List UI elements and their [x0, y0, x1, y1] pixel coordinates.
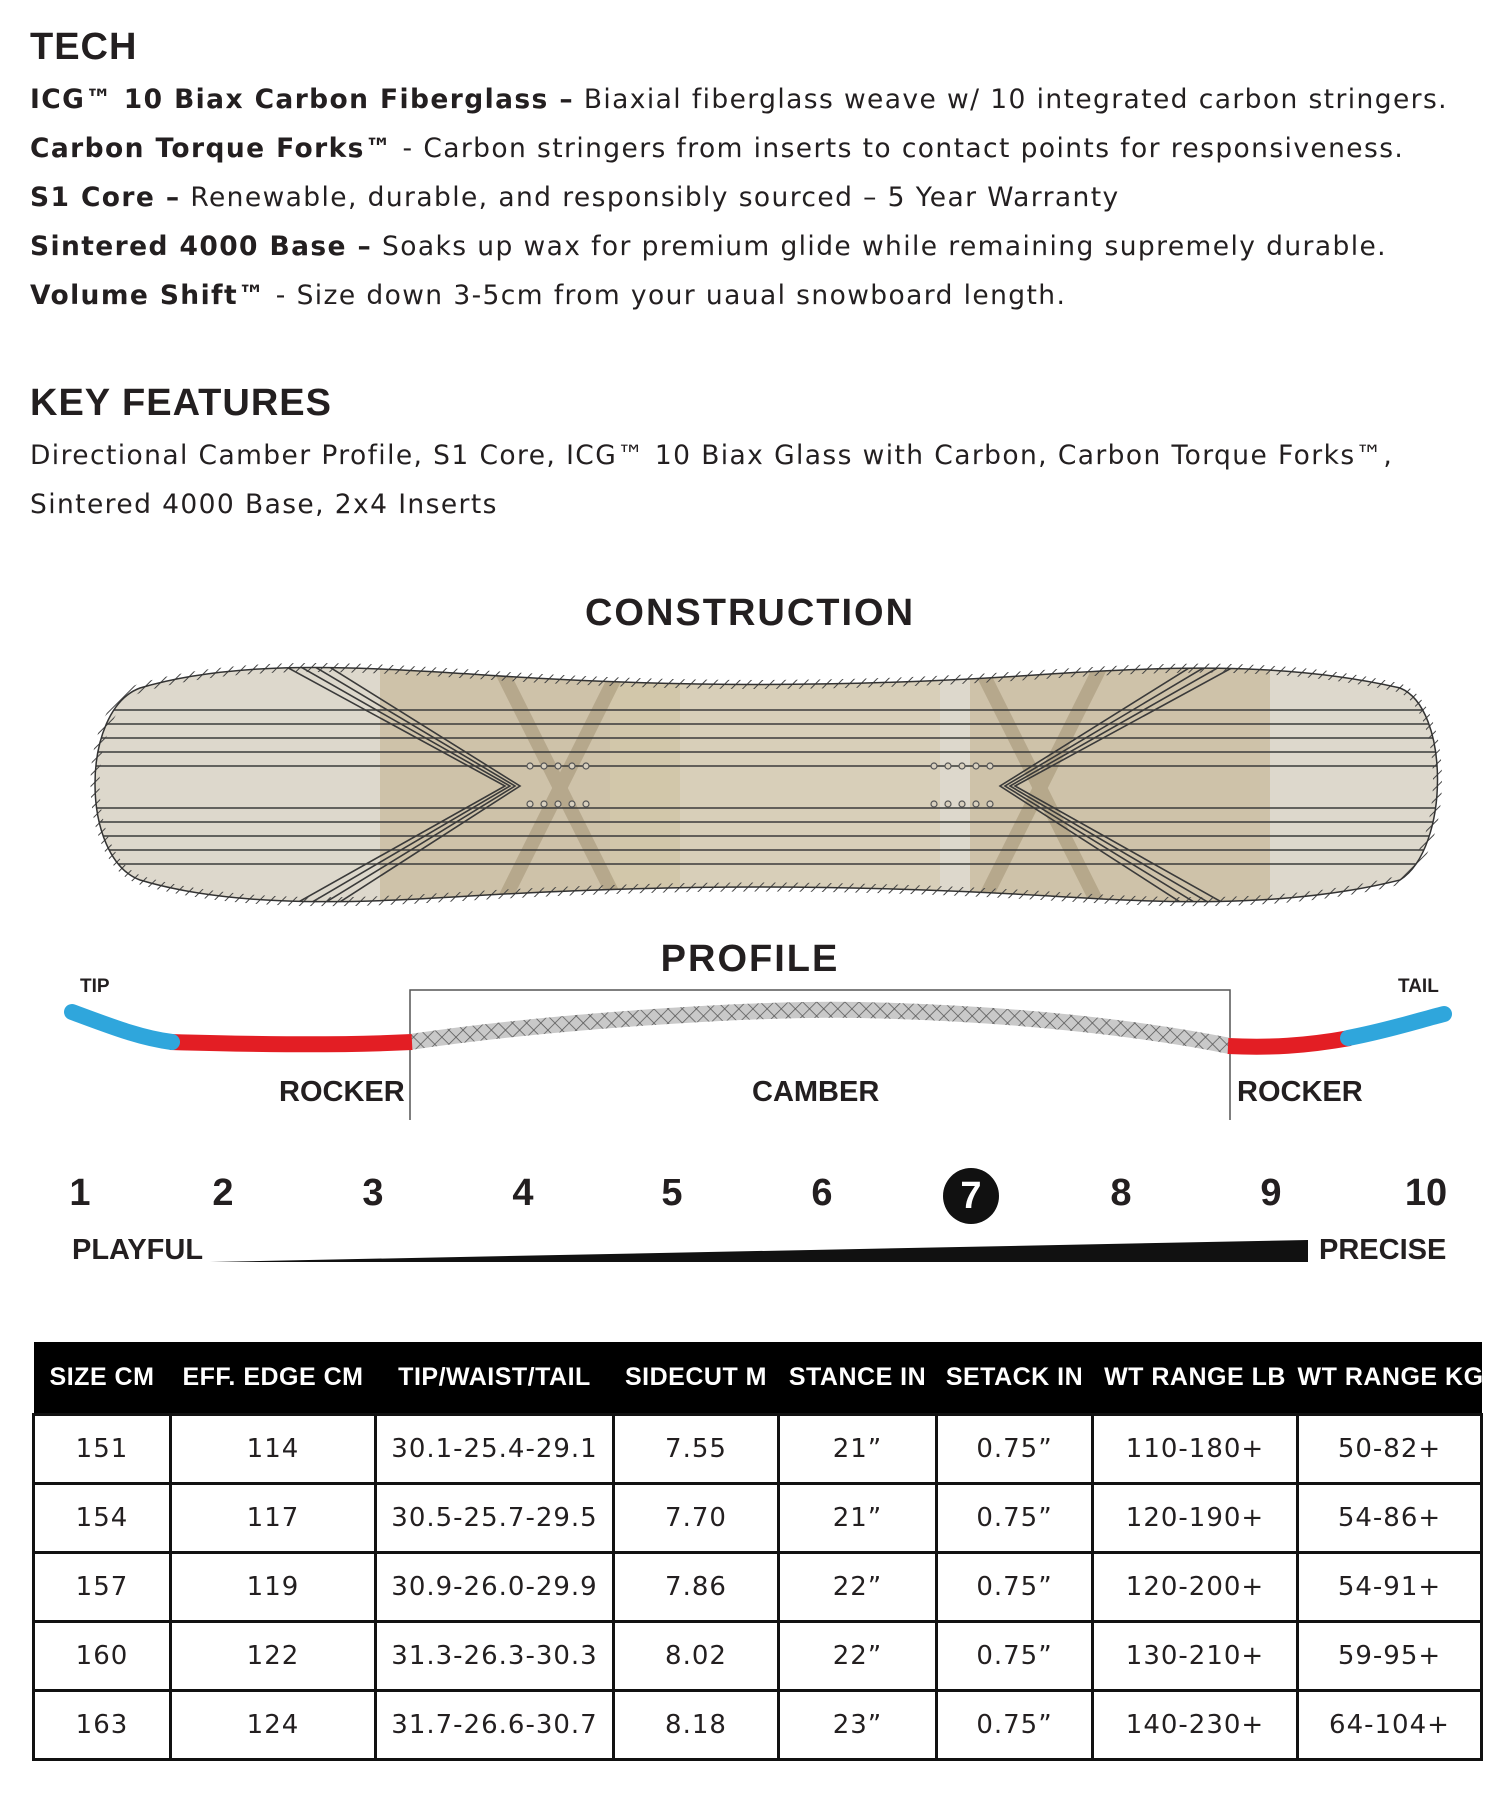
flex-scale-number: 10: [1404, 1172, 1448, 1214]
table-cell: 0.75”: [937, 1552, 1093, 1621]
table-row: [34, 1690, 1482, 1759]
column-header: SIDECUT M: [614, 1342, 779, 1414]
tech-term: S1 Core –: [30, 182, 181, 213]
flex-scale-number: 4: [512, 1172, 534, 1214]
table-cell: 160: [34, 1621, 171, 1690]
tail-label: TAIL: [1398, 976, 1439, 997]
table-cell: 0.75”: [937, 1690, 1093, 1759]
table-cell: 0.75”: [937, 1483, 1093, 1552]
table-cell: 130-210+: [1093, 1621, 1298, 1690]
snowboard-construction-illustration: [70, 648, 1450, 928]
table-cell: 21”: [779, 1414, 937, 1483]
column-header: TIP/WAIST/TAIL: [376, 1342, 614, 1414]
rocker-right-label: ROCKER: [1237, 1076, 1363, 1108]
rocker-left-segment: [170, 1042, 412, 1044]
specs-table: [32, 1342, 1483, 1761]
table-cell: 119: [171, 1552, 376, 1621]
tip-segment: [72, 1012, 172, 1042]
construction-heading: CONSTRUCTION: [584, 592, 916, 634]
table-row: [34, 1483, 1482, 1552]
column-header: SIZE CM: [34, 1342, 171, 1414]
tech-line-core: [30, 182, 1120, 213]
tech-heading: TECH: [30, 26, 138, 68]
flex-scale-number: 8: [1110, 1172, 1132, 1214]
table-cell: 151: [34, 1414, 171, 1483]
table-header-row: [34, 1342, 1482, 1414]
table-cell: 22”: [779, 1621, 937, 1690]
column-header: WT RANGE KG: [1298, 1342, 1482, 1414]
table-cell: 54-91+: [1298, 1552, 1482, 1621]
tail-segment: [1348, 1014, 1444, 1038]
table-cell: 31.7-26.6-30.7: [376, 1690, 614, 1759]
table-cell: 8.02: [614, 1621, 779, 1690]
precise-label: PRECISE: [1319, 1234, 1447, 1266]
table-cell: 117: [171, 1483, 376, 1552]
column-header: SETACK IN: [937, 1342, 1093, 1414]
tech-desc: Renewable, durable, and responsibly sourced – 5 Year Warranty: [180, 182, 1120, 213]
table-cell: 54-86+: [1298, 1483, 1482, 1552]
table-cell: 23”: [779, 1690, 937, 1759]
table-cell: 50-82+: [1298, 1414, 1482, 1483]
table-cell: 7.70: [614, 1483, 779, 1552]
tech-line-base: [30, 231, 1387, 262]
table-row: [34, 1621, 1482, 1690]
flex-scale-number: 3: [362, 1172, 384, 1214]
table-cell: 140-230+: [1093, 1690, 1298, 1759]
tech-line-torque-forks: [30, 133, 1404, 164]
key-features-line: Directional Camber Profile, S1 Core, ICG™ 10 Biax Glass with Carbon, Carbon Torque Forks™,: [30, 440, 1394, 471]
table-cell: 22”: [779, 1552, 937, 1621]
table-cell: 21”: [779, 1483, 937, 1552]
rocker-right-segment: [1228, 1038, 1350, 1047]
table-cell: 122: [171, 1621, 376, 1690]
table-cell: 30.1-25.4-29.1: [376, 1414, 614, 1483]
table-row: [34, 1414, 1482, 1483]
table-cell: 110-180+: [1093, 1414, 1298, 1483]
key-features-heading: KEY FEATURES: [30, 382, 332, 424]
table-cell: 157: [34, 1552, 171, 1621]
column-header: STANCE IN: [779, 1342, 937, 1414]
column-header: EFF. EDGE CM: [171, 1342, 376, 1414]
flex-scale-number: 1: [69, 1172, 91, 1214]
tech-term: ICG™ 10 Biax Carbon Fiberglass –: [30, 84, 574, 115]
table-cell: 0.75”: [937, 1414, 1093, 1483]
table-cell: 0.75”: [937, 1621, 1093, 1690]
tech-term: Carbon Torque Forks™: [30, 133, 393, 164]
tech-term: Sintered 4000 Base –: [30, 231, 373, 262]
table-cell: 30.9-26.0-29.9: [376, 1552, 614, 1621]
table-cell: 59-95+: [1298, 1621, 1482, 1690]
tech-desc: - Carbon stringers from inserts to contact points for responsiveness.: [392, 133, 1405, 164]
table-cell: 30.5-25.7-29.5: [376, 1483, 614, 1552]
tech-desc: - Size down 3-5cm from your uaual snowboard length.: [265, 280, 1067, 311]
flex-scale-number: 9: [1260, 1172, 1282, 1214]
tech-desc: Soaks up wax for premium glide while remaining supremely durable.: [372, 231, 1387, 262]
table-cell: 7.86: [614, 1552, 779, 1621]
table-cell: 114: [171, 1414, 376, 1483]
camber-label: CAMBER: [752, 1076, 880, 1108]
tip-label: TIP: [80, 976, 110, 997]
tech-term: Volume Shift™: [30, 280, 266, 311]
flex-scale-number: 5: [661, 1172, 683, 1214]
profile-heading: PROFILE: [660, 938, 840, 980]
table-cell: 64-104+: [1298, 1690, 1482, 1759]
tech-line-volume-shift: [30, 280, 1066, 311]
table-row: [34, 1552, 1482, 1621]
table-cell: 154: [34, 1483, 171, 1552]
tech-line-icg: [30, 84, 1448, 115]
tech-desc: Biaxial fiberglass weave w/ 10 integrated carbon stringers.: [574, 84, 1448, 115]
table-cell: 120-200+: [1093, 1552, 1298, 1621]
table-cell: 163: [34, 1690, 171, 1759]
table-cell: 120-190+: [1093, 1483, 1298, 1552]
key-features-line: Sintered 4000 Base, 2x4 Inserts: [30, 489, 498, 520]
flex-scale-number: 6: [811, 1172, 833, 1214]
flex-wedge: [210, 1240, 1310, 1264]
rocker-left-label: ROCKER: [279, 1076, 405, 1108]
flex-scale-selected: 7: [943, 1168, 999, 1224]
table-cell: 124: [171, 1690, 376, 1759]
table-cell: 31.3-26.3-30.3: [376, 1621, 614, 1690]
playful-label: PLAYFUL: [72, 1234, 204, 1266]
table-cell: 8.18: [614, 1690, 779, 1759]
table-cell: 7.55: [614, 1414, 779, 1483]
column-header: WT RANGE LB: [1093, 1342, 1298, 1414]
flex-scale-number: 2: [212, 1172, 234, 1214]
